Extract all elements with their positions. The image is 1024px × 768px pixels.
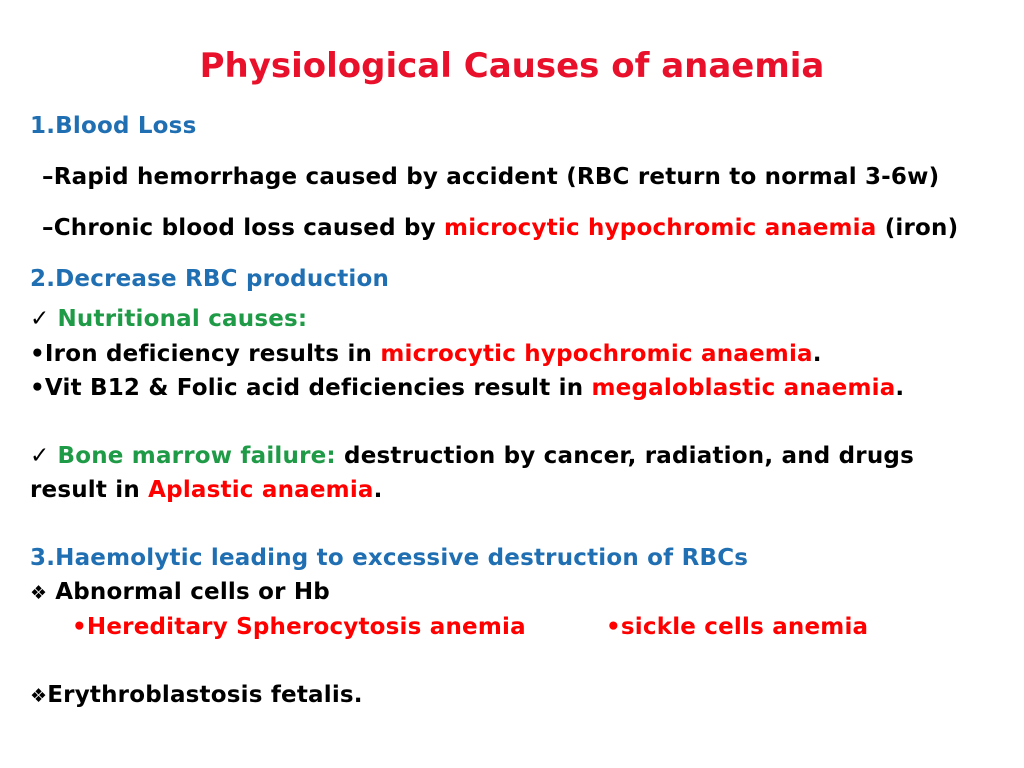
erythroblastosis-item <box>30 681 363 710</box>
blood-loss-item-2-suffix: (iron) <box>876 215 959 241</box>
slide-title: Physiological Causes of anaemia <box>199 46 825 86</box>
b12-deficiency-text: Vit B12 & Folic acid deficiencies result in <box>44 375 592 401</box>
section-3-heading: 3.Haemolytic leading to excessive destruction of RBCs <box>30 545 749 571</box>
b12-deficiency-highlight: megaloblastic anaemia <box>591 375 896 401</box>
erythroblastosis-text: Erythroblastosis fetalis. <box>47 682 363 708</box>
iron-deficiency-highlight: microcytic hypochromic anaemia <box>380 341 813 367</box>
sickle-cells-text: sickle cells anemia <box>620 614 869 640</box>
blood-loss-item-2-highlight: microcytic hypochromic anaemia <box>444 215 877 241</box>
bullet-marker: • <box>30 375 45 401</box>
bone-marrow-failure-text: destruction by cancer, radiation, and drugs <box>335 443 914 469</box>
blood-loss-item-2 <box>42 214 958 242</box>
checkmark-icon: ✓ <box>30 306 50 332</box>
blood-loss-item-2-text: Chronic blood loss caused by <box>53 215 445 241</box>
iron-deficiency-text: Iron deficiency results in <box>44 341 381 367</box>
checkmark-icon: ✓ <box>30 443 50 469</box>
bullet-marker: • <box>606 614 621 640</box>
nutritional-causes-label: Nutritional causes: <box>57 306 308 332</box>
b12-deficiency-item <box>30 374 904 402</box>
iron-deficiency-item <box>30 340 822 368</box>
bone-marrow-failure-label: Bone marrow failure: <box>57 443 336 469</box>
bullet-marker: • <box>72 614 87 640</box>
blood-loss-item-1 <box>42 163 939 191</box>
hereditary-spherocytosis-text: Hereditary Spherocytosis anemia <box>86 614 526 640</box>
sickle-cells-item <box>606 613 868 641</box>
dash-marker: – <box>42 164 54 190</box>
nutritional-causes <box>30 305 307 333</box>
section-1-heading: 1.Blood Loss <box>30 113 197 139</box>
aplastic-anaemia-highlight: Aplastic anaemia <box>148 477 374 503</box>
section-2-heading: 2.Decrease RBC production <box>30 266 390 292</box>
abnormal-cells-text: Abnormal cells or Hb <box>55 579 330 605</box>
iron-deficiency-suffix: . <box>812 341 822 367</box>
abnormal-cells-item <box>30 578 330 607</box>
aplastic-prefix: result in <box>30 477 149 503</box>
diamond-bullet-icon: ❖ <box>30 685 48 707</box>
bone-marrow-failure-continued <box>30 476 383 504</box>
dash-marker: – <box>42 215 54 241</box>
bullet-marker: • <box>30 341 45 367</box>
hereditary-spherocytosis-item <box>72 613 526 641</box>
bone-marrow-failure <box>30 442 914 470</box>
aplastic-suffix: . <box>373 477 383 503</box>
blood-loss-item-1-text: Rapid hemorrhage caused by accident (RBC return to normal 3-6w) <box>53 164 940 190</box>
diamond-bullet-icon: ❖ <box>30 582 48 604</box>
b12-deficiency-suffix: . <box>895 375 905 401</box>
